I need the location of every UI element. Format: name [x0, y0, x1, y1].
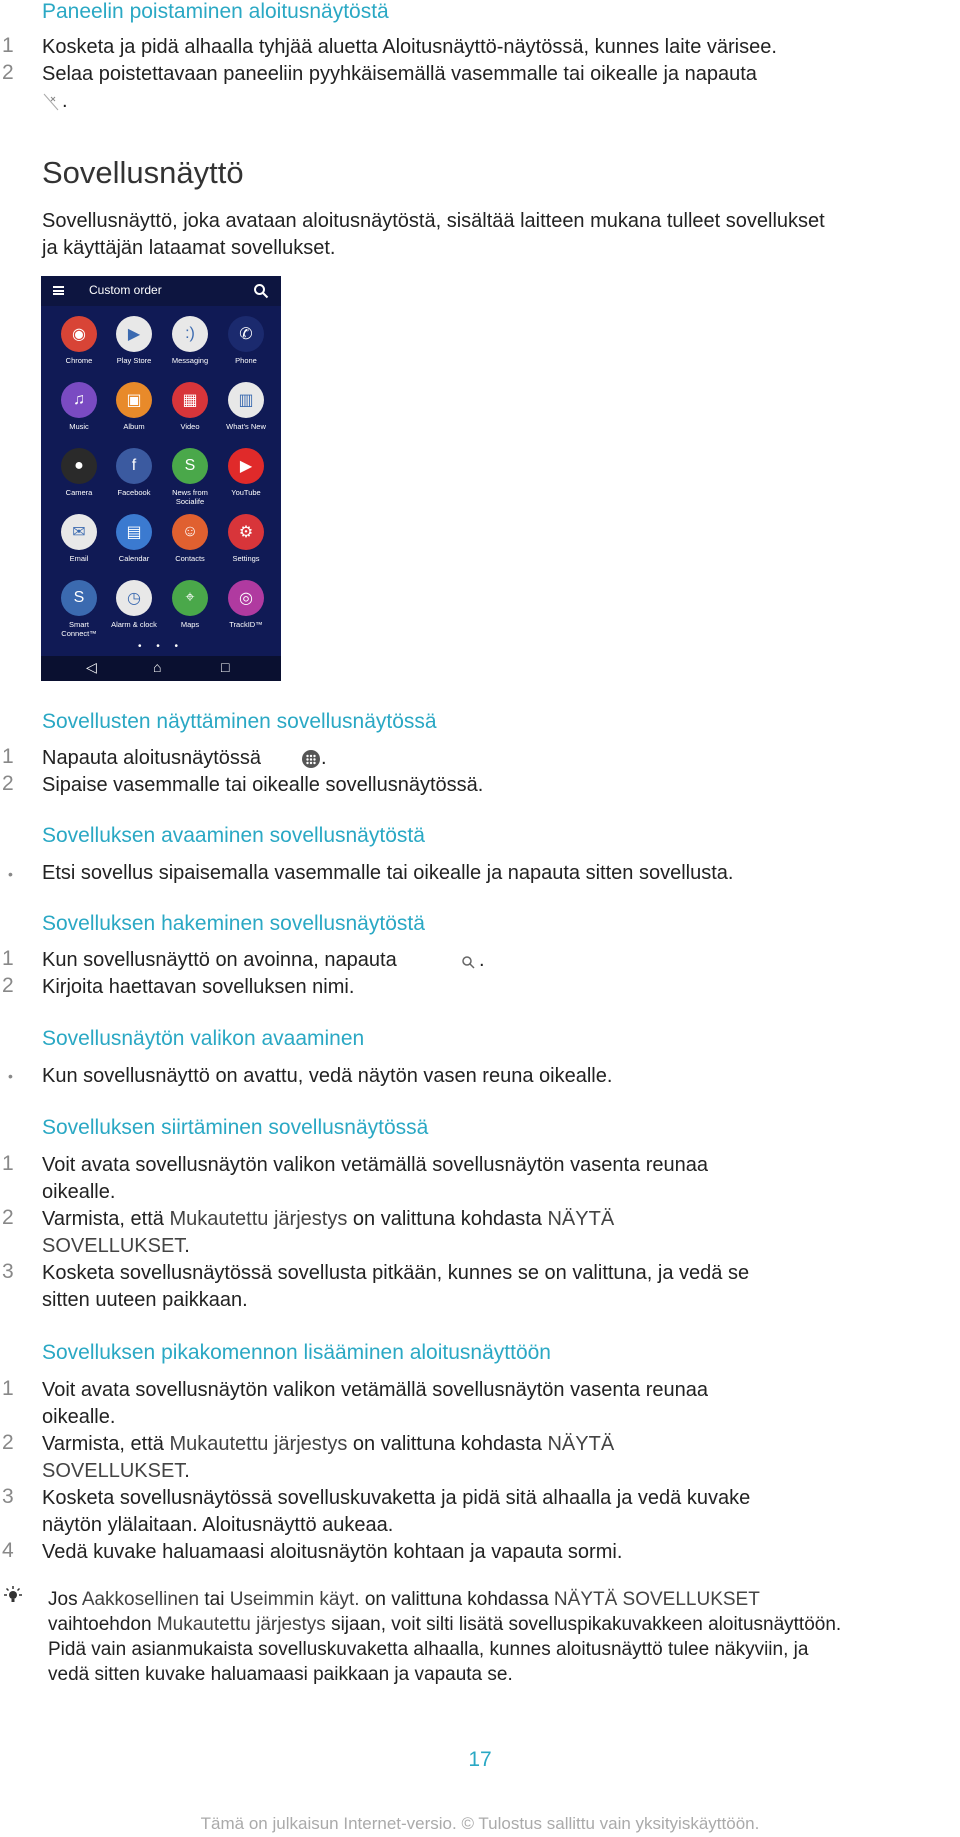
app-label: Messaging — [171, 356, 209, 365]
ui-term: NÄYTÄ — [547, 1208, 615, 1230]
step-text — [42, 1458, 190, 1485]
app-icon-cell[interactable] — [218, 580, 274, 629]
heading-remove-panel: Paneelin poistaminen aloitusnäytöstä — [42, 0, 389, 23]
step-number: 2 — [2, 974, 14, 997]
heading-show-apps: Sovellusten näyttäminen sovellusnäytössä — [42, 710, 437, 733]
step-number: 4 — [2, 1539, 14, 1562]
app-label: Play Store — [116, 356, 152, 365]
app-label: Music — [69, 422, 89, 431]
tip-line — [48, 1587, 760, 1612]
tip-lightbulb-icon — [2, 1585, 24, 1607]
intro-line: ja käyttäjän lataamat sovellukset. — [42, 237, 336, 259]
step-number: 2 — [2, 1431, 14, 1454]
section-title: Sovellusnäyttö — [42, 155, 244, 190]
app-icon: ♫ — [61, 382, 97, 418]
app-icon: ⌖ — [172, 580, 208, 616]
bullet-text: Etsi sovellus sipaisemalla vasemmalle tai oikealle ja napauta sitten sovellusta. — [42, 862, 734, 884]
heading-open-app: Sovelluksen avaaminen sovellusnäytöstä — [42, 824, 425, 847]
text-run: on valittuna kohdasta — [352, 1208, 542, 1230]
bullet: • — [8, 866, 13, 882]
step-text — [42, 1431, 614, 1458]
step-text: Napauta aloitusnäytössä — [42, 747, 262, 769]
step-text — [42, 1233, 190, 1260]
step-number: 1 — [2, 1152, 14, 1175]
text-run: Varmista, että — [42, 1208, 164, 1230]
app-icon-cell[interactable] — [51, 580, 107, 638]
ui-term: Mukautettu järjestys — [156, 1614, 326, 1635]
step-text: Voit avata sovellusnäytön valikon vetämällä sovellusnäytön vasenta reunaa — [42, 1379, 708, 1401]
step-number: 2 — [2, 772, 14, 795]
app-label: Contacts — [175, 554, 205, 563]
app-icon: ● — [61, 448, 97, 484]
step-text: Sipaise vasemmalle tai oikealle sovellusnäytössä. — [42, 774, 484, 796]
app-icon: ▤ — [116, 514, 152, 550]
ui-term: SOVELLUKSET — [42, 1235, 185, 1257]
step-text: Vedä kuvake haluamaasi aloitusnäytön kohtaan ja vapauta sormi. — [42, 1541, 623, 1563]
app-label: Calendar — [118, 554, 150, 563]
step-number: 1 — [2, 1377, 14, 1400]
app-label: Alarm & clock — [111, 620, 157, 629]
step-text: Selaa poistettavaan paneeliin pyyhkäisemällä vasemmalle tai oikealle ja napauta — [42, 63, 757, 85]
tip-line: Pidä vain asianmukaista sovelluskuvaketta alhaalla, kunnes aloitusnäyttö tulee näkyviin, ja — [48, 1639, 809, 1660]
app-icon: :) — [172, 316, 208, 352]
step-text: näytön ylälaitaan. Aloitusnäyttö aukeaa. — [42, 1514, 394, 1536]
step-number: 3 — [2, 1485, 14, 1508]
app-label: TrackID™ — [229, 620, 263, 629]
app-icon-cell[interactable] — [218, 448, 274, 497]
page-dots: • • • — [137, 641, 185, 652]
text-run: sijaan, voit silti lisätä sovelluspikakuvakkeen aloitusnäyttöön. — [331, 1614, 842, 1635]
app-icon-cell[interactable] — [106, 580, 162, 629]
app-label: YouTube — [231, 488, 261, 497]
app-label: Smart Connect™ — [61, 620, 97, 638]
text-run: Varmista, että — [42, 1433, 164, 1455]
step-number: 2 — [2, 61, 14, 84]
app-icon: ◷ — [116, 580, 152, 616]
app-label: News from Socialife — [172, 488, 208, 506]
step-text: oikealle. — [42, 1181, 116, 1203]
app-icon: ✉ — [61, 514, 97, 550]
app-label: Camera — [65, 488, 93, 497]
phone-title: Custom order — [89, 283, 162, 297]
app-label: Settings — [232, 554, 260, 563]
text-run: on valittuna kohdasta — [352, 1433, 542, 1455]
app-icon-cell[interactable] — [106, 316, 162, 365]
step-number: 3 — [2, 1260, 14, 1283]
text-run: Jos — [48, 1589, 78, 1610]
search-icon — [253, 283, 269, 299]
ui-term: NÄYTÄ SOVELLUKSET — [553, 1589, 760, 1610]
step-number: 1 — [2, 947, 14, 970]
app-icon-cell[interactable] — [218, 514, 274, 563]
step-text: sitten uuteen paikkaan. — [42, 1289, 248, 1311]
text-run: on valittuna kohdassa — [364, 1589, 549, 1610]
app-icon: ◉ — [61, 316, 97, 352]
text-run: tai — [204, 1589, 225, 1610]
intro-line: Sovellusnäyttö, joka avataan aloitusnäytöstä, sisältää laitteen mukana tulleet sovellukset — [42, 210, 825, 232]
step-text: Voit avata sovellusnäytön valikon vetämällä sovellusnäytön vasenta reunaa — [42, 1154, 708, 1176]
phone-top-bar — [41, 276, 281, 306]
step-text — [42, 1206, 614, 1233]
step-text: Kun sovellusnäyttö on avoinna, napauta — [42, 949, 397, 971]
app-icon-cell[interactable] — [106, 382, 162, 431]
app-icon-cell[interactable] — [51, 382, 107, 431]
ui-term: Useimmin käyt. — [229, 1589, 360, 1610]
app-icon-cell[interactable] — [51, 316, 107, 365]
page-number: 17 — [468, 1748, 492, 1771]
text-run: . — [184, 1235, 190, 1257]
recents-icon: □ — [221, 659, 230, 675]
remove-panel-icon — [42, 92, 60, 112]
app-icon: ✆ — [228, 316, 264, 352]
app-icon: ▥ — [228, 382, 264, 418]
step-tail: . — [62, 90, 68, 112]
app-icon-cell[interactable] — [162, 448, 218, 506]
app-label: Maps — [180, 620, 200, 629]
app-icon-cell[interactable] — [162, 514, 218, 563]
app-label: Phone — [235, 356, 257, 365]
app-icon-cell[interactable] — [218, 316, 274, 365]
app-icon: ▦ — [172, 382, 208, 418]
footer-note: Tämä on julkaisun Internet-versio. © Tulostus sallittu vain yksityiskäyttöön. — [200, 1814, 760, 1833]
app-label: Chrome — [65, 356, 93, 365]
app-icon: ▶ — [228, 448, 264, 484]
search-icon — [461, 955, 477, 971]
ui-term: Mukautettu järjestys — [169, 1208, 348, 1230]
app-icon-cell[interactable] — [162, 580, 218, 629]
app-icon-cell[interactable] — [106, 448, 162, 497]
text-run: . — [184, 1460, 190, 1482]
app-icon: S — [61, 580, 97, 616]
app-icon-cell[interactable] — [106, 514, 162, 563]
tip-line — [48, 1612, 841, 1637]
app-icon: ▣ — [116, 382, 152, 418]
app-label: Album — [123, 422, 145, 431]
app-label: Facebook — [117, 488, 151, 497]
ui-term: SOVELLUKSET — [42, 1460, 185, 1482]
step-text: oikealle. — [42, 1406, 116, 1428]
ui-term: Aakkosellinen — [81, 1589, 200, 1610]
step-text: Kosketa sovellusnäytössä sovelluskuvaketta ja pidä sitä alhaalla ja vedä kuvake — [42, 1487, 751, 1509]
home-icon: ⌂ — [153, 659, 162, 675]
app-icon-cell[interactable] — [51, 448, 107, 497]
step-text: Kirjoita haettavan sovelluksen nimi. — [42, 976, 355, 998]
heading-move-app: Sovelluksen siirtäminen sovellusnäytössä — [42, 1116, 429, 1139]
step-number: 1 — [2, 745, 14, 768]
app-icon-cell[interactable] — [218, 382, 274, 431]
heading-add-shortcut: Sovelluksen pikakomennon lisääminen aloitusnäyttöön — [42, 1341, 551, 1364]
app-screen-screenshot — [41, 276, 281, 681]
phone-nav-bar — [41, 656, 281, 681]
back-icon: ◁ — [86, 659, 97, 675]
tip-line: vedä sitten kuvake haluamaasi paikkaan ja vapauta se. — [48, 1664, 513, 1685]
app-icon: S — [172, 448, 208, 484]
step-text: Kosketa ja pidä alhaalla tyhjää aluetta Aloitusnäyttö-näytössä, kunnes laite värisee. — [42, 36, 777, 58]
app-icon: ⚙ — [228, 514, 264, 550]
text-run: vaihtoehdon — [48, 1614, 152, 1635]
bullet: • — [8, 1068, 13, 1084]
app-icon: ▶ — [116, 316, 152, 352]
ui-term: NÄYTÄ — [547, 1433, 615, 1455]
apps-icon — [302, 750, 320, 768]
step-tail: . — [479, 949, 485, 971]
ui-term: Mukautettu järjestys — [169, 1433, 348, 1455]
menu-icon — [53, 286, 64, 295]
app-label: What's New — [226, 422, 266, 431]
app-icon-cell[interactable] — [162, 316, 218, 365]
app-icon: ☺ — [172, 514, 208, 550]
app-label: Video — [180, 422, 200, 431]
bullet-text: Kun sovellusnäyttö on avattu, vedä näytön vasen reuna oikealle. — [42, 1065, 613, 1087]
heading-search-app: Sovelluksen hakeminen sovellusnäytöstä — [42, 912, 425, 935]
step-number: 1 — [2, 34, 14, 57]
step-text: Kosketa sovellusnäytössä sovellusta pitkään, kunnes se on valittuna, ja vedä se — [42, 1262, 750, 1284]
step-tail: . — [321, 747, 327, 769]
app-icon: f — [116, 448, 152, 484]
step-number: 2 — [2, 1206, 14, 1229]
app-label: Email — [69, 554, 89, 563]
app-icon-cell[interactable] — [51, 514, 107, 563]
app-icon: ◎ — [228, 580, 264, 616]
heading-open-menu: Sovellusnäytön valikon avaaminen — [42, 1027, 365, 1050]
app-icon-cell[interactable] — [162, 382, 218, 431]
